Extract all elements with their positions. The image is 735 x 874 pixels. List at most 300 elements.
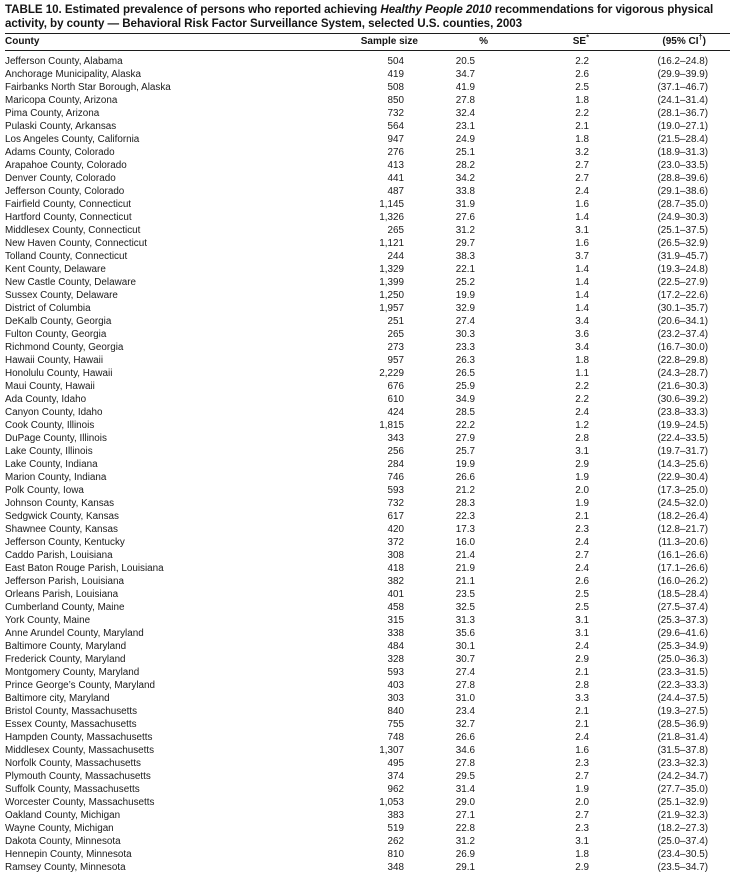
percent-cell: 19.9: [455, 290, 475, 301]
percent-cell: 26.3: [455, 355, 475, 366]
ci-footnote-marker: †: [698, 32, 703, 42]
county-cell: Tolland County, Connecticut: [5, 251, 128, 262]
se-cell: 3.4: [575, 342, 589, 353]
table-row: [5, 601, 730, 614]
percent-cell: 26.6: [455, 732, 475, 743]
ci-cell: (23.8–33.3): [657, 407, 708, 418]
ci-cell: (19.3–27.5): [657, 706, 708, 717]
table-title-suffix: recommendations for vigorous physical activity, by county — Behavioral Risk Factor Surveillance System, selected U.S. counties, 2003: [5, 3, 714, 30]
percent-cell: 31.2: [455, 225, 475, 236]
se-cell: 2.8: [575, 680, 589, 691]
ci-cell: (26.5–32.9): [657, 238, 708, 249]
percent-cell: 31.4: [455, 784, 475, 795]
sample-size-cell: 746: [387, 472, 404, 483]
percent-cell: 29.1: [455, 862, 475, 873]
sample-size-cell: 495: [387, 758, 404, 769]
se-cell: 1.4: [575, 212, 589, 223]
sample-size-cell: 458: [387, 602, 404, 613]
ci-cell: (14.3–25.6): [657, 459, 708, 470]
ci-label-suffix: ): [702, 36, 706, 47]
sample-size-cell: 251: [387, 316, 404, 327]
table-row: [5, 419, 730, 432]
se-cell: 1.8: [575, 134, 589, 145]
sample-size-cell: 1,145: [379, 199, 404, 210]
percent-cell: 23.5: [455, 589, 475, 600]
percent-cell: 20.5: [455, 56, 475, 67]
percent-cell: 27.6: [455, 212, 475, 223]
table-row: [5, 445, 730, 458]
sample-size-cell: 424: [387, 407, 404, 418]
ci-cell: (22.4–33.5): [657, 433, 708, 444]
county-cell: Suffolk County, Massachusetts: [5, 784, 140, 795]
ci-cell: (17.1–26.6): [657, 563, 708, 574]
county-cell: Honolulu County, Hawaii: [5, 368, 113, 379]
table-row: [5, 562, 730, 575]
county-cell: Orleans Parish, Louisiana: [5, 589, 119, 600]
se-cell: 3.1: [575, 615, 589, 626]
se-cell: 2.8: [575, 433, 589, 444]
table-row: [5, 393, 730, 406]
ci-cell: (25.3–37.3): [657, 615, 708, 626]
ci-cell: (16.2–24.8): [657, 56, 708, 67]
county-cell: Middlesex County, Massachusetts: [5, 745, 155, 756]
county-cell: Johnson County, Kansas: [5, 498, 115, 509]
sample-size-cell: 284: [387, 459, 404, 470]
se-cell: 2.4: [575, 641, 589, 652]
county-cell: Fulton County, Georgia: [5, 329, 107, 340]
se-cell: 2.4: [575, 186, 589, 197]
sample-size-cell: 343: [387, 433, 404, 444]
table-row: [5, 68, 730, 81]
county-cell: York County, Maine: [5, 615, 91, 626]
ci-cell: (23.3–31.5): [657, 667, 708, 678]
ci-cell: (11.3–20.6): [658, 537, 708, 548]
county-cell: Adams County, Colorado: [5, 147, 115, 158]
se-cell: 2.2: [575, 381, 589, 392]
county-cell: Montgomery County, Maryland: [5, 667, 140, 678]
ci-cell: (21.5–28.4): [657, 134, 708, 145]
table-title: [5, 3, 730, 30]
percent-cell: 21.4: [455, 550, 475, 561]
ci-cell: (22.5–27.9): [657, 277, 708, 288]
table-row: [5, 224, 730, 237]
percent-cell: 28.3: [455, 498, 475, 509]
se-cell: 2.2: [575, 56, 589, 67]
sample-size-cell: 372: [387, 537, 404, 548]
table-row: [5, 263, 730, 276]
table-row: [5, 471, 730, 484]
ci-cell: (21.9–32.3): [657, 810, 708, 821]
percent-cell: 26.6: [455, 472, 475, 483]
sample-size-cell: 957: [387, 355, 404, 366]
percent-cell: 34.7: [455, 69, 475, 80]
table-title-prefix: TABLE 10. Estimated prevalence of persons who reported achieving: [5, 3, 381, 16]
sample-size-cell: 413: [387, 160, 404, 171]
ci-cell: (23.3–32.3): [657, 758, 708, 769]
se-footnote-marker: *: [586, 32, 589, 42]
percent-cell: 22.2: [455, 420, 475, 431]
percent-cell: 25.1: [455, 147, 475, 158]
se-cell: 1.6: [575, 199, 589, 210]
col-header-sample-size: Sample size: [355, 34, 420, 51]
county-cell: New Castle County, Delaware: [5, 277, 136, 288]
sample-size-cell: 308: [387, 550, 404, 561]
ci-cell: (24.3–28.7): [657, 368, 708, 379]
table-row: [5, 809, 730, 822]
se-cell: 1.2: [575, 420, 589, 431]
se-cell: 1.9: [575, 498, 589, 509]
se-cell: 2.2: [575, 394, 589, 405]
table-row: [5, 549, 730, 562]
county-cell: Anchorage Municipality, Alaska: [5, 69, 141, 80]
se-cell: 2.9: [575, 862, 589, 873]
sample-size-cell: 1,399: [379, 277, 404, 288]
percent-cell: 30.3: [455, 329, 475, 340]
se-cell: 2.4: [575, 537, 589, 548]
table-row: [5, 523, 730, 536]
sample-size-cell: 748: [387, 732, 404, 743]
county-cell: Norfolk County, Massachusetts: [5, 758, 141, 769]
col-header-se: [488, 34, 591, 51]
sample-size-cell: 273: [387, 342, 404, 353]
ci-cell: (18.2–27.3): [657, 823, 708, 834]
percent-cell: 27.8: [455, 758, 475, 769]
percent-cell: 32.4: [455, 108, 475, 119]
se-cell: 3.7: [575, 251, 589, 262]
col-header-percent: %: [420, 34, 488, 51]
sample-size-cell: 610: [387, 394, 404, 405]
county-cell: Pulaski County, Arkansas: [5, 121, 117, 132]
county-cell: Jefferson County, Alabama: [5, 56, 123, 67]
table-row: [5, 718, 730, 731]
ci-cell: (24.2–34.7): [657, 771, 708, 782]
se-cell: 1.9: [575, 784, 589, 795]
table-row: [5, 796, 730, 809]
ci-cell: (22.8–29.8): [657, 355, 708, 366]
table-row: [5, 354, 730, 367]
se-cell: 2.1: [575, 719, 589, 730]
table-row: [5, 497, 730, 510]
ci-cell: (16.7–30.0): [657, 342, 708, 353]
county-cell: DuPage County, Illinois: [5, 433, 107, 444]
percent-cell: 21.1: [455, 576, 475, 587]
se-cell: 2.5: [575, 589, 589, 600]
sample-size-cell: 1,307: [379, 745, 404, 756]
ci-cell: (18.5–28.4): [657, 589, 708, 600]
county-cell: Pima County, Arizona: [5, 108, 100, 119]
ci-cell: (29.6–41.6): [657, 628, 708, 639]
table-row: [5, 211, 730, 224]
county-cell: Lake County, Illinois: [5, 446, 93, 457]
percent-cell: 33.8: [455, 186, 475, 197]
county-cell: Lake County, Indiana: [5, 459, 98, 470]
sample-size-cell: 564: [387, 121, 404, 132]
sample-size-cell: 383: [387, 810, 404, 821]
table-row: [5, 783, 730, 796]
sample-size-cell: 484: [387, 641, 404, 652]
percent-cell: 38.3: [455, 251, 475, 262]
county-cell: Sedgwick County, Kansas: [5, 511, 119, 522]
county-cell: New Haven County, Connecticut: [5, 238, 147, 249]
county-cell: Hawaii County, Hawaii: [5, 355, 104, 366]
county-cell: Polk County, Iowa: [5, 485, 84, 496]
table-row: [5, 627, 730, 640]
percent-cell: 30.7: [455, 654, 475, 665]
ci-cell: (21.6–30.3): [657, 381, 708, 392]
table-row: [5, 237, 730, 250]
county-cell: Essex County, Massachusetts: [5, 719, 137, 730]
percent-cell: 32.5: [455, 602, 475, 613]
table-row: [5, 328, 730, 341]
ci-cell: (25.1–37.5): [657, 225, 708, 236]
sample-size-cell: 382: [387, 576, 404, 587]
table-row: [5, 731, 730, 744]
ci-cell: (28.7–35.0): [657, 199, 708, 210]
se-cell: 2.7: [575, 173, 589, 184]
percent-cell: 27.9: [455, 433, 475, 444]
county-cell: Ada County, Idaho: [5, 394, 87, 405]
se-cell: 2.0: [575, 797, 589, 808]
county-cell: Wayne County, Michigan: [5, 823, 114, 834]
table-row: [5, 120, 730, 133]
sample-size-cell: 441: [387, 173, 404, 184]
se-cell: 1.8: [575, 355, 589, 366]
percent-cell: 29.0: [455, 797, 475, 808]
sample-size-cell: 244: [387, 251, 404, 262]
sample-size-cell: 276: [387, 147, 404, 158]
se-cell: 1.6: [575, 238, 589, 249]
county-cell: Hennepin County, Minnesota: [5, 849, 132, 860]
ci-cell: (25.3–34.9): [657, 641, 708, 652]
se-cell: 2.1: [575, 511, 589, 522]
table-row: [5, 133, 730, 146]
ci-cell: (19.9–24.5): [657, 420, 708, 431]
ci-cell: (29.9–39.9): [657, 69, 708, 80]
ci-cell: (24.4–37.5): [657, 693, 708, 704]
sample-size-cell: 401: [387, 589, 404, 600]
percent-cell: 17.3: [455, 524, 475, 535]
sample-size-cell: 962: [387, 784, 404, 795]
sample-size-cell: 418: [387, 563, 404, 574]
ci-cell: (16.0–26.2): [657, 576, 708, 587]
table-row: [5, 614, 730, 627]
sample-size-cell: 1,053: [379, 797, 404, 808]
table-body: [5, 51, 730, 874]
se-cell: 1.9: [575, 472, 589, 483]
sample-size-cell: 315: [387, 615, 404, 626]
table-row: [5, 198, 730, 211]
sample-size-cell: 256: [387, 446, 404, 457]
ci-cell: (25.1–32.9): [657, 797, 708, 808]
percent-cell: 30.1: [455, 641, 475, 652]
se-cell: 3.1: [575, 628, 589, 639]
sample-size-cell: 732: [387, 498, 404, 509]
table-row: [5, 315, 730, 328]
sample-size-cell: 755: [387, 719, 404, 730]
percent-cell: 25.7: [455, 446, 475, 457]
ci-cell: (27.5–37.4): [657, 602, 708, 613]
table-title-italic-phrase: Healthy People 2010: [380, 3, 492, 16]
table-row: [5, 640, 730, 653]
ci-cell: (23.0–33.5): [657, 160, 708, 171]
col-header-county: County: [5, 34, 355, 51]
ci-cell: (17.3–25.0): [657, 485, 708, 496]
percent-cell: 27.8: [455, 95, 475, 106]
se-cell: 2.4: [575, 407, 589, 418]
county-cell: Denver County, Colorado: [5, 173, 116, 184]
ci-cell: (22.3–33.3): [657, 680, 708, 691]
ci-cell: (24.5–32.0): [657, 498, 708, 509]
sample-size-cell: 420: [387, 524, 404, 535]
ci-cell: (23.2–37.4): [657, 329, 708, 340]
table-row: [5, 51, 730, 69]
county-cell: Kent County, Delaware: [5, 264, 106, 275]
ci-cell: (28.8–39.6): [657, 173, 708, 184]
sample-size-cell: 1,957: [379, 303, 404, 314]
se-label: SE: [572, 36, 587, 47]
table-row: [5, 146, 730, 159]
se-cell: 2.4: [575, 563, 589, 574]
county-cell: Hartford County, Connecticut: [5, 212, 132, 223]
percent-cell: 22.8: [455, 823, 475, 834]
county-cell: Caddo Parish, Louisiana: [5, 550, 113, 561]
table-row: [5, 757, 730, 770]
percent-cell: 32.7: [455, 719, 475, 730]
ci-cell: (24.1–31.4): [657, 95, 708, 106]
header-row: [5, 34, 730, 51]
county-cell: Cumberland County, Maine: [5, 602, 125, 613]
sample-size-cell: 850: [387, 95, 404, 106]
percent-cell: 27.4: [455, 667, 475, 678]
percent-cell: 31.9: [455, 199, 475, 210]
table-row: [5, 250, 730, 263]
ci-cell: (12.8–21.7): [657, 524, 708, 535]
sample-size-cell: 262: [387, 836, 404, 847]
percent-cell: 31.3: [455, 615, 475, 626]
sample-size-cell: 2,229: [379, 368, 404, 379]
percent-cell: 23.3: [455, 342, 475, 353]
sample-size-cell: 947: [387, 134, 404, 145]
percent-cell: 25.9: [455, 381, 475, 392]
county-cell: Los Angeles County, California: [5, 134, 140, 145]
table-row: [5, 588, 730, 601]
se-cell: 3.4: [575, 316, 589, 327]
percent-cell: 24.9: [455, 134, 475, 145]
sample-size-cell: 504: [387, 56, 404, 67]
ci-cell: (24.9–30.3): [657, 212, 708, 223]
table-row: [5, 770, 730, 783]
county-cell: Dakota County, Minnesota: [5, 836, 121, 847]
county-cell: Jefferson County, Colorado: [5, 186, 125, 197]
sample-size-cell: 328: [387, 654, 404, 665]
se-cell: 3.1: [575, 225, 589, 236]
percent-cell: 19.9: [455, 459, 475, 470]
ci-cell: (31.9–45.7): [657, 251, 708, 262]
county-cell: Richmond County, Georgia: [5, 342, 124, 353]
table-row: [5, 835, 730, 848]
ci-cell: (31.5–37.8): [657, 745, 708, 756]
table-row: [5, 536, 730, 549]
county-cell: Plymouth County, Massachusetts: [5, 771, 151, 782]
ci-cell: (18.2–26.4): [657, 511, 708, 522]
percent-cell: 41.9: [455, 82, 475, 93]
se-cell: 2.7: [575, 810, 589, 821]
percent-cell: 16.0: [455, 537, 475, 548]
table-row: [5, 81, 730, 94]
table-row: [5, 289, 730, 302]
county-cell: Maricopa County, Arizona: [5, 95, 118, 106]
sample-size-cell: 1,329: [379, 264, 404, 275]
county-cell: Jefferson County, Kentucky: [5, 537, 125, 548]
se-cell: 1.8: [575, 95, 589, 106]
se-cell: 2.9: [575, 459, 589, 470]
sample-size-cell: 593: [387, 485, 404, 496]
se-cell: 2.4: [575, 732, 589, 743]
county-cell: Baltimore city, Maryland: [5, 693, 110, 704]
ci-cell: (19.3–24.8): [657, 264, 708, 275]
se-cell: 2.3: [575, 823, 589, 834]
sample-size-cell: 1,250: [379, 290, 404, 301]
se-cell: 1.1: [575, 368, 589, 379]
sample-size-cell: 1,815: [379, 420, 404, 431]
ci-cell: (23.4–30.5): [657, 849, 708, 860]
percent-cell: 32.9: [455, 303, 475, 314]
percent-cell: 34.2: [455, 173, 475, 184]
ci-cell: (18.9–31.3): [657, 147, 708, 158]
se-cell: 1.4: [575, 290, 589, 301]
county-cell: Fairbanks North Star Borough, Alaska: [5, 82, 171, 93]
se-cell: 3.2: [575, 147, 589, 158]
se-cell: 3.3: [575, 693, 589, 704]
table-row: [5, 692, 730, 705]
ci-cell: (28.1–36.7): [657, 108, 708, 119]
se-cell: 1.6: [575, 745, 589, 756]
percent-cell: 25.2: [455, 277, 475, 288]
table-row: [5, 432, 730, 445]
county-cell: Prince George’s County, Maryland: [5, 680, 156, 691]
percent-cell: 31.2: [455, 836, 475, 847]
percent-cell: 29.7: [455, 238, 475, 249]
county-cell: DeKalb County, Georgia: [5, 316, 112, 327]
county-cell: Canyon County, Idaho: [5, 407, 103, 418]
sample-size-cell: 1,121: [379, 238, 404, 249]
county-cell: Oakland County, Michigan: [5, 810, 121, 821]
county-cell: Bristol County, Massachusetts: [5, 706, 138, 717]
se-cell: 1.4: [575, 303, 589, 314]
county-cell: Fairfield County, Connecticut: [5, 199, 132, 210]
percent-cell: 27.4: [455, 316, 475, 327]
table-row: [5, 107, 730, 120]
ci-cell: (25.0–37.4): [657, 836, 708, 847]
se-cell: 2.3: [575, 758, 589, 769]
table-row: [5, 458, 730, 471]
se-cell: 2.7: [575, 771, 589, 782]
se-cell: 3.1: [575, 836, 589, 847]
se-cell: 2.6: [575, 69, 589, 80]
table-row: [5, 94, 730, 107]
ci-cell: (37.1–46.7): [657, 82, 708, 93]
percent-cell: 27.1: [455, 810, 475, 821]
se-cell: 1.4: [575, 264, 589, 275]
se-cell: 3.6: [575, 329, 589, 340]
percent-cell: 28.2: [455, 160, 475, 171]
table-row: [5, 653, 730, 666]
sample-size-cell: 617: [387, 511, 404, 522]
table-row: [5, 341, 730, 354]
county-cell: Anne Arundel County, Maryland: [5, 628, 144, 639]
county-cell: Arapahoe County, Colorado: [5, 160, 127, 171]
se-cell: 2.2: [575, 108, 589, 119]
